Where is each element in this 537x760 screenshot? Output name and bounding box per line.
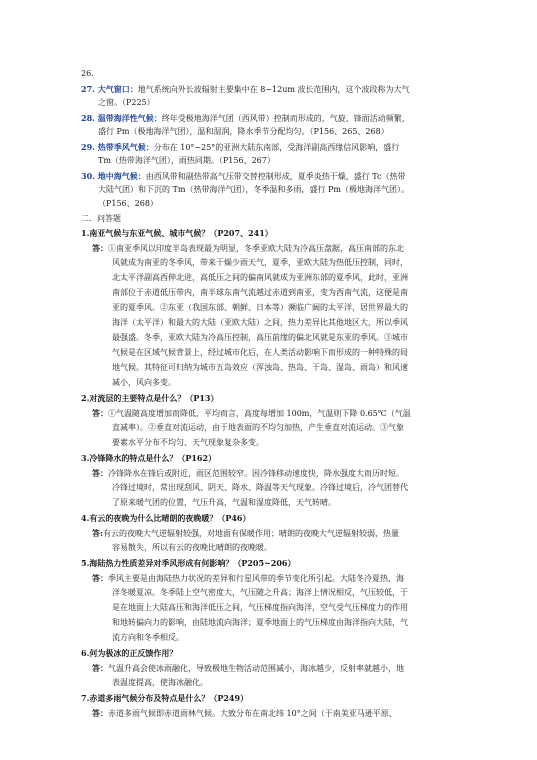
answer-line xyxy=(92,663,404,674)
answer-line: 和地转偏向力的影响，由陆地流向海洋；夏季地面上的气压梯度由海洋指向大陆，气 xyxy=(112,618,408,627)
answer-line xyxy=(92,528,399,539)
text-line: （P156、268） xyxy=(98,199,158,208)
answer-text: 气温升高会使冰雨融化，导致极地生物活动范围减小，海冰越少，反射率就越小，地 xyxy=(108,664,404,673)
answer-line: 海洋（太平洋）和最大的大陆（亚欧大陆）之间，热力差异比其他地区大，所以季风 xyxy=(112,318,408,327)
answer-line xyxy=(92,408,411,419)
answer-line: 了原来暖气团的位置，气压升高，气温和湿度降低，天气转晴。 xyxy=(112,498,336,507)
term-line xyxy=(81,142,399,152)
term-tropical-monsoon xyxy=(81,142,399,153)
answer-text: 赤道多雨气候即赤道雨林气候。大致分布在南北纬 10°之间（于南美亚马逊平原、 xyxy=(108,709,397,718)
answer-line: 要素水平分布不均匀、天气现象复杂多变。 xyxy=(112,438,264,447)
question-heading: 3.冷锋降水的特点是什么？（P162） xyxy=(81,453,217,463)
answer-line: 冷锋过境时，常出现刮风、阴天、降水、降温等天气现象。冷锋过境后，冷气团替代 xyxy=(112,483,408,492)
term-definition: 地气系统向外长波辐射主要集中在 8~12um 波长范围内，这个波段称为大气 xyxy=(137,85,410,94)
answer-line xyxy=(92,468,404,479)
term-line xyxy=(81,171,405,181)
term-label: 27. 大气窗口： xyxy=(81,84,138,94)
text-line: 大陆气团）和下沉的 Tm（热带海洋气团），冬季温和多雨，盛行 Pm（极地海洋气团）。 xyxy=(98,185,409,194)
answer-line: 亚的夏季风。②东亚（我国东部、朝鲜、日本等）濒临广阔的太平洋，居世界最大的 xyxy=(112,303,408,312)
answer-text: ①南亚季风以印度半岛表现最为明显，冬季亚欧大陆为冷高压盘踞，高压南部的东北 xyxy=(108,244,404,253)
answer-line: 是在地面上大陆高压和海洋低压之间，气压梯度指向海洋，空气受气压梯度力的作用 xyxy=(112,603,408,612)
term-label: 29. 热带季风气候： xyxy=(81,142,154,152)
term-definition: 终年受极地海洋气团（西风带）控制而形成的，气旋、锋面活动频繁， xyxy=(161,114,410,123)
answer-prefix: 答： xyxy=(92,573,108,583)
answer-line: 容易散失，所以有云的夜晚比晴朗的夜晚暖。 xyxy=(112,543,272,552)
question-heading: 1.南亚气候与东亚气候、城市气候？（P207、241） xyxy=(81,228,273,238)
question-heading: 7.赤道多雨气候分布及特点是什么？（P249） xyxy=(81,693,249,703)
section-heading: 二．问答题 xyxy=(81,214,121,223)
term-definition: 分布在 10°~25°的亚洲大陆东南部，受海洋副高西缘信风影响，盛行 xyxy=(153,143,400,152)
term-temperate-maritime xyxy=(81,113,410,124)
question-heading: 5.海陆热力性质差异对季风形成有何影响？（P205~206） xyxy=(81,558,296,568)
answer-line: 气候是在区域气候背景上，经过城市化后，在人类活动影响下而形成的一种特殊的局 xyxy=(112,348,408,357)
text-line: 盛行 Pm（极地海洋气团），温和湿润，降水季节分配均匀。（P156、265、268） xyxy=(98,127,389,136)
answer-line: 风就成为南亚的冬季风，带来干燥少雨天气，夏季，亚欧大陆为热低压控制，同时， xyxy=(112,258,408,267)
answer-line: 最强盛。冬季，亚欧大陆为冷高压控制，高压前缘的偏北风就是东亚的季风。③城市 xyxy=(112,333,408,342)
term-mediterranean xyxy=(81,171,405,182)
answer-line: 流方向和冬季相反。 xyxy=(112,633,184,642)
answer-prefix: 答： xyxy=(92,468,108,478)
answer-text: 季风主要是由海陆热力状况的差异和行星风带的季节变化所引起。大陆冬冷夏热，海 xyxy=(108,574,404,583)
answer-prefix: 答: xyxy=(92,528,103,538)
answer-line: 表温度提高，使海冰融化。 xyxy=(112,678,208,687)
term-atmospheric-window xyxy=(81,84,410,95)
answer-prefix: 答： xyxy=(92,663,108,673)
term-label: 30. 地中海气候： xyxy=(81,171,146,181)
answer-line: 南部位于赤道低压带内，南半球东南气流越过赤道到南亚，变为西南气流，这便是南 xyxy=(112,288,408,297)
question-heading: 2.对流层的主要特点是什么？（P13） xyxy=(81,393,219,403)
answer-line xyxy=(92,243,404,254)
term-label: 28. 温带海洋性气候： xyxy=(81,113,162,123)
item-number: 26. xyxy=(81,69,94,78)
answer-line: 北太平洋副高西伸北进，高低压之间的偏南风就成为亚洲东部的夏季风，此时，亚洲 xyxy=(112,273,408,282)
question-heading: 6.何为极冰的正反馈作用？ xyxy=(81,648,178,658)
answer-line: 减小，风向多变。 xyxy=(112,378,176,387)
answer-prefix: 答： xyxy=(92,243,108,253)
term-line xyxy=(81,84,410,94)
answer-text: ①气温随高度增加而降低，平均而言，高度每增加 100m，气温则下降 0.65℃（气温 xyxy=(108,409,411,418)
term-definition: 由西风带和副热带高气压带交替控制形成，夏季炎热干燥，盛行 Tc（热带 xyxy=(145,172,406,181)
text-line: 之窗。（P225） xyxy=(98,98,155,107)
answer-prefix: 答： xyxy=(92,408,108,418)
text-line: Tm（热带海洋气团），雨热同期。（P156、267） xyxy=(98,156,275,165)
question-heading: 4.有云的夜晚为什么比晴朗的夜晚暖？（P46） xyxy=(81,513,251,523)
answer-line xyxy=(92,573,404,584)
answer-line xyxy=(92,708,397,719)
answer-prefix: 答： xyxy=(92,708,108,718)
term-line xyxy=(81,113,410,123)
answer-text: 有云的夜晚大气逆辐射较强，对地面有保暖作用；晴朗的夜晚大气逆辐射较弱，热量 xyxy=(102,529,399,538)
answer-text: 冷锋降水在锋后或附近，雨区范围较窄。因冷锋移动速度快，降水强度大而历时短。 xyxy=(108,469,404,478)
answer-line: 地气候。其特征可归纳为城市五岛效应（浑浊岛、热岛、干岛、湿岛、雨岛）和风速 xyxy=(112,363,408,372)
answer-line: 洋冬暖夏凉。冬季陆上空气密度大，气压随之升高；海洋上情况相反，气压较低，于 xyxy=(112,588,408,597)
answer-line: 直减率）。②垂直对流运动，由于地表面的不均匀加热，产生垂直对流运动。③气象 xyxy=(112,423,404,432)
